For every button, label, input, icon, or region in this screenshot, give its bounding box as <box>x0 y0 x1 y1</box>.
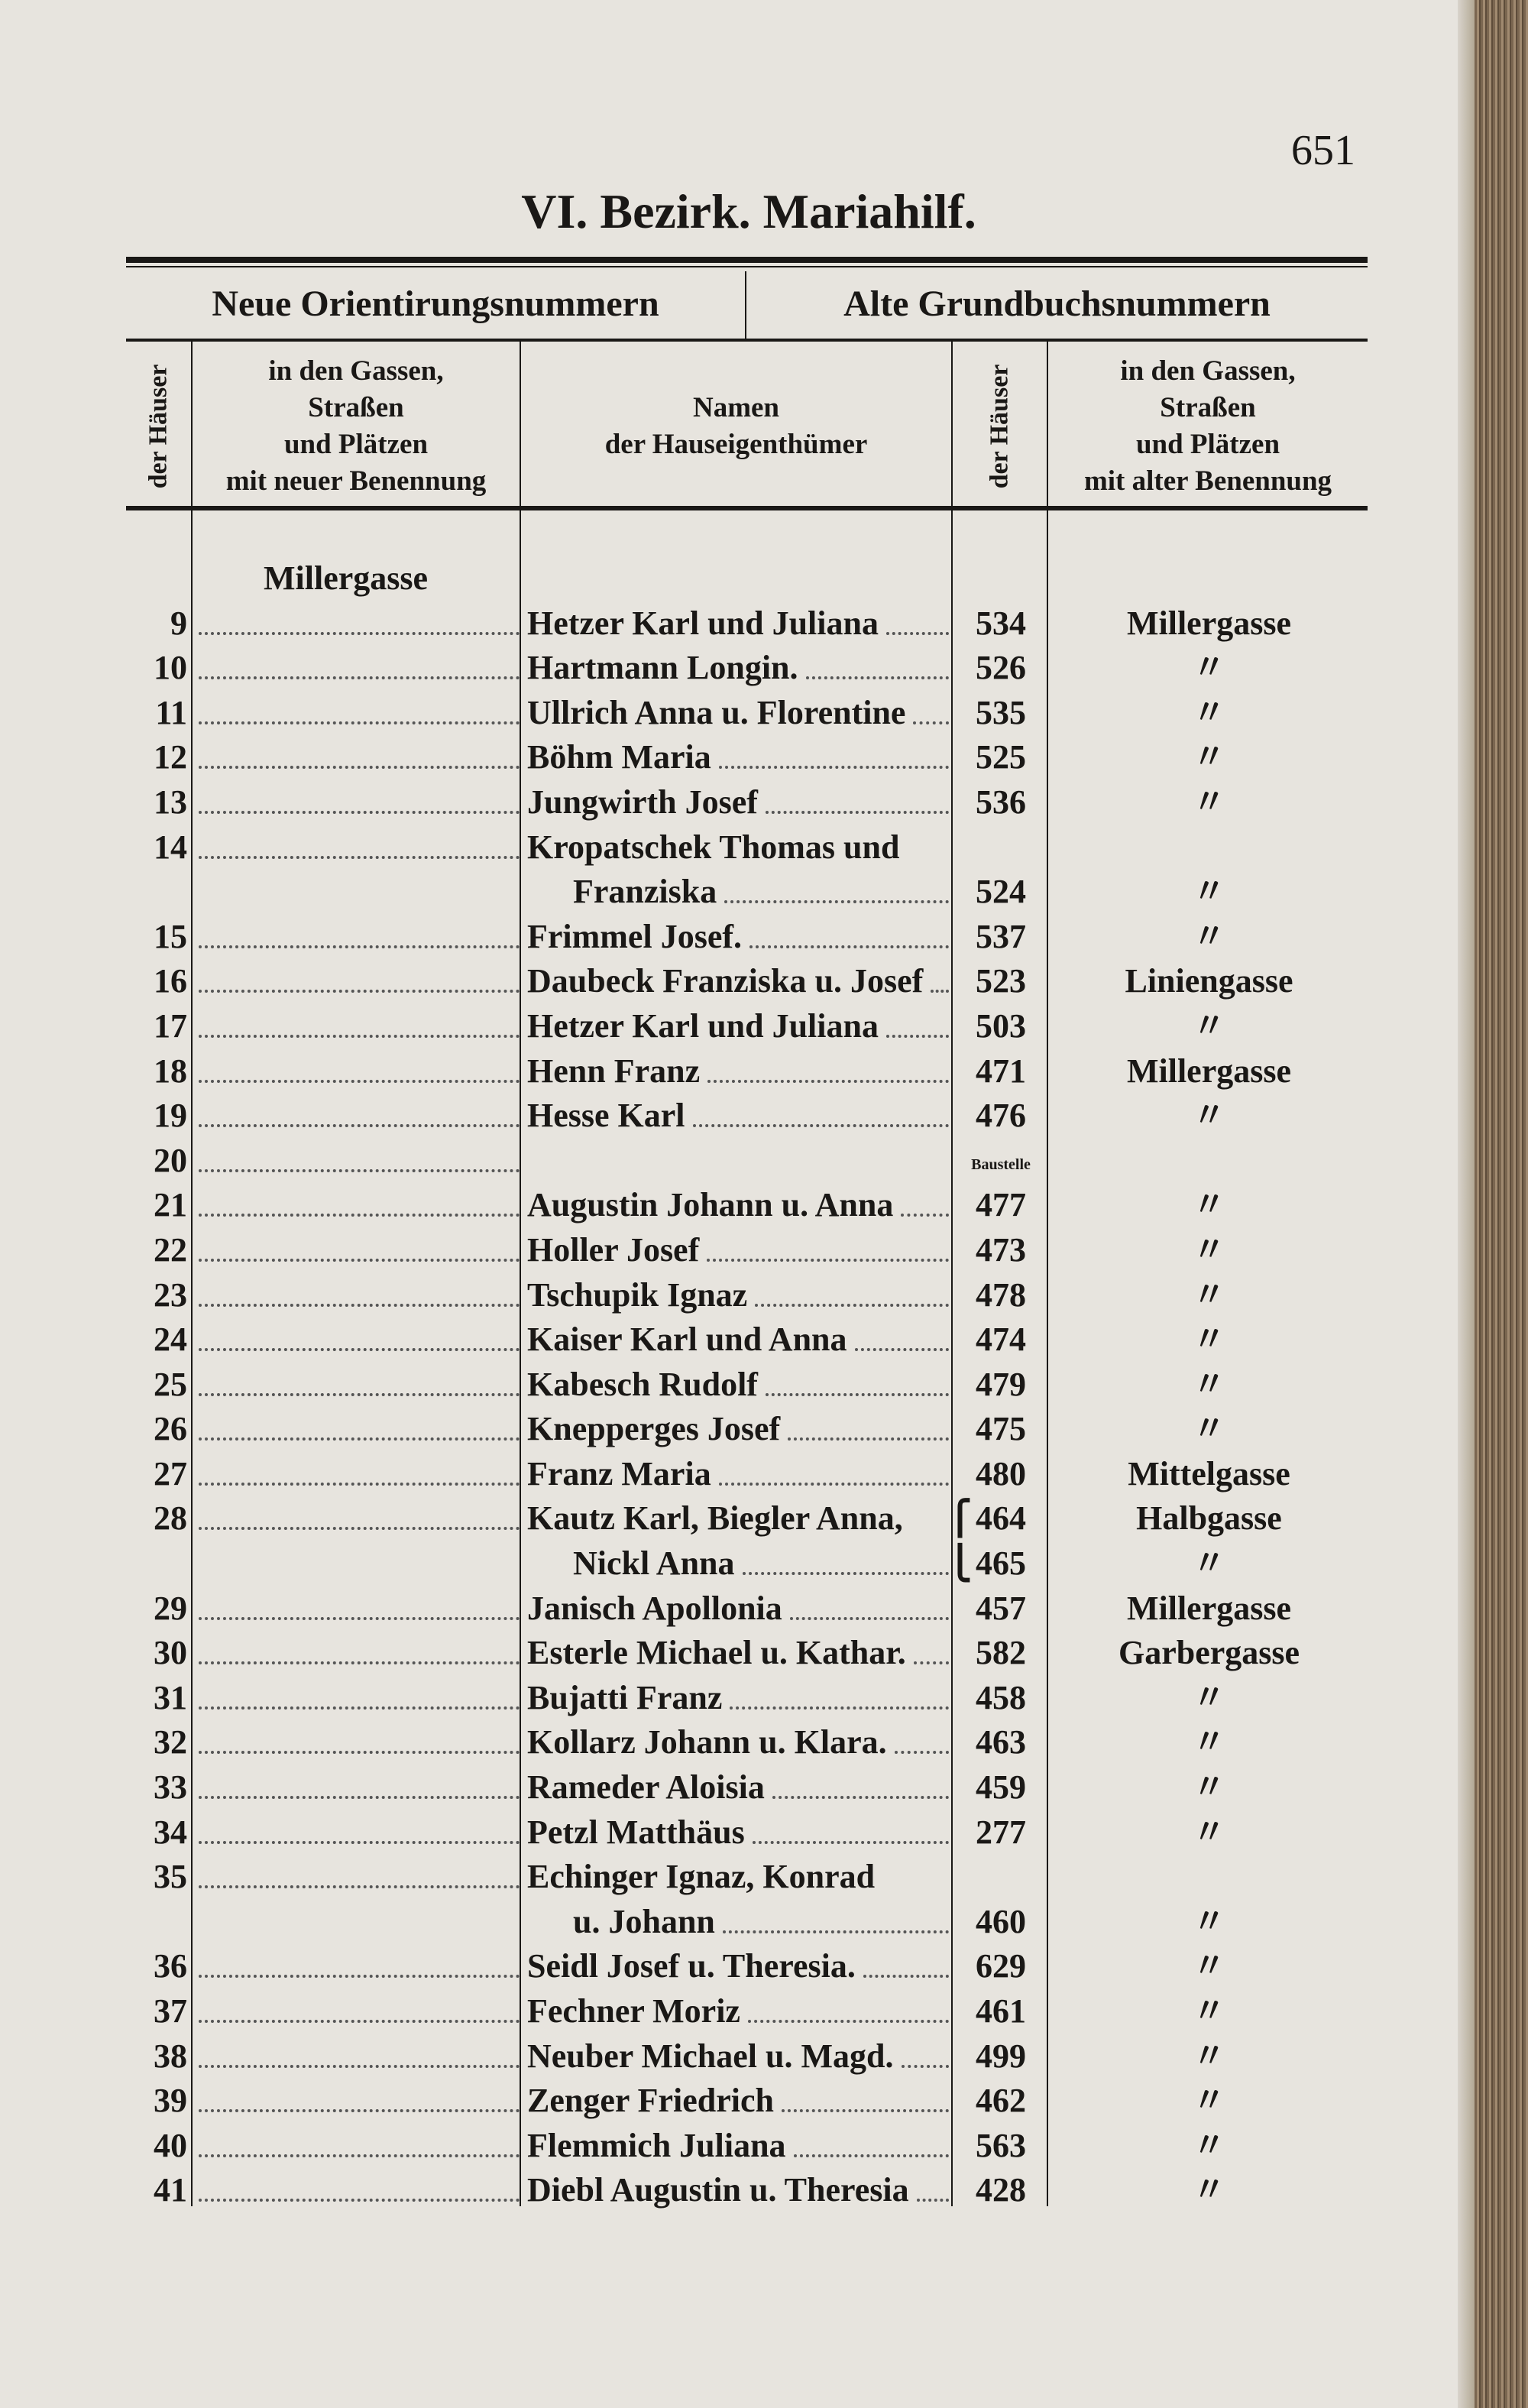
owner-name <box>527 1228 955 1273</box>
dot-leader <box>199 811 520 814</box>
dot-leader <box>199 1617 520 1620</box>
house-number: 36 <box>154 1947 187 1985</box>
old-street: 〃 <box>1192 1813 1226 1851</box>
old-number: 480 <box>976 1454 1026 1492</box>
owner-name <box>527 1183 955 1228</box>
old-street: Garbergasse <box>1118 1634 1300 1672</box>
owner-name <box>527 646 955 691</box>
house-number: 10 <box>154 649 187 687</box>
house-number: 21 <box>154 1186 187 1224</box>
table-row <box>126 1273 1368 1318</box>
table-row <box>126 2124 1368 2169</box>
owner-name <box>527 1004 955 1049</box>
table-row <box>126 915 1368 960</box>
dot-leader <box>917 2199 949 2202</box>
table-row <box>126 1631 1368 1676</box>
dot-leader <box>886 632 949 635</box>
owner-text: Kaiser Karl und Anna <box>527 1321 847 1359</box>
owner-text: Seidl Josef u. Theresia. <box>527 1947 856 1985</box>
old-number: 563 <box>976 2126 1026 2164</box>
dot-leader <box>753 1841 949 1844</box>
owner-text: Frimmel Josef. <box>527 917 742 955</box>
owner-text: Kautz Karl, Biegler Anna, <box>527 1499 903 1538</box>
house-number: 39 <box>154 2082 187 2120</box>
old-number: 499 <box>976 2037 1026 2075</box>
old-street: Halbgasse <box>1136 1499 1282 1538</box>
dot-leader <box>794 2154 949 2157</box>
dot-leader <box>755 1304 949 1307</box>
table-row <box>126 1541 1368 1586</box>
old-number: 535 <box>976 693 1026 731</box>
owner-name <box>527 1631 955 1676</box>
table-row <box>126 825 1368 870</box>
old-number: 524 <box>976 873 1026 911</box>
owner-text: Augustin Johann u. Anna <box>527 1186 894 1224</box>
dot-leader <box>199 766 520 769</box>
dot-leader <box>914 1661 949 1664</box>
dot-leader <box>863 1975 949 1978</box>
owner-name <box>527 2079 955 2124</box>
house-number: 18 <box>154 1052 187 1090</box>
old-number: 475 <box>976 1410 1026 1448</box>
dot-leader <box>199 2199 520 2202</box>
old-street: 〃 <box>1192 873 1226 911</box>
old-street: 〃 <box>1192 1321 1226 1359</box>
old-number: 460 <box>976 1902 1026 1940</box>
dot-leader <box>693 1124 949 1127</box>
table-row <box>126 1183 1368 1228</box>
owner-text: Böhm Maria <box>527 738 711 776</box>
dot-leader <box>199 1169 520 1172</box>
old-street: 〃 <box>1192 1902 1226 1940</box>
section-heading-row <box>126 556 1368 601</box>
owner-text: Rameder Aloisia <box>527 1768 765 1807</box>
dot-leader <box>199 676 520 679</box>
dot-leader <box>902 2065 950 2068</box>
old-street: 〃 <box>1192 1723 1226 1761</box>
dot-leader <box>199 1751 520 1754</box>
old-number: 526 <box>976 649 1026 687</box>
old-street: 〃 <box>1192 2082 1226 2120</box>
owner-text: Hesse Karl <box>527 1097 685 1135</box>
old-number: Baustelle <box>971 1155 1031 1173</box>
owner-text: Neuber Michael u. Magd. <box>527 2037 894 2075</box>
owner-text: Bujatti Franz <box>527 1678 723 1716</box>
subheader-houses-old: der Häuser <box>985 364 1014 488</box>
dot-leader <box>707 1259 949 1262</box>
old-street: 〃 <box>1192 2126 1226 2164</box>
owner-name <box>527 1049 955 1094</box>
house-number: 22 <box>154 1230 187 1269</box>
old-number: 428 <box>976 2171 1026 2209</box>
old-street: 〃 <box>1192 1365 1226 1403</box>
old-street: 〃 <box>1192 2171 1226 2209</box>
table-row <box>126 1989 1368 2034</box>
dot-leader <box>748 2020 949 2023</box>
old-street: 〃 <box>1192 1097 1226 1135</box>
dot-leader <box>743 1572 949 1575</box>
owner-text: Kabesch Rudolf <box>527 1365 758 1403</box>
house-number: 27 <box>154 1454 187 1492</box>
table-row <box>126 1900 1368 1945</box>
table-row <box>126 1228 1368 1273</box>
dot-leader <box>199 990 520 993</box>
house-number: 25 <box>154 1365 187 1403</box>
house-register-table <box>126 556 1368 2213</box>
old-street: 〃 <box>1192 1678 1226 1716</box>
owner-name <box>527 959 955 1004</box>
owner-name <box>527 780 955 825</box>
old-number: 477 <box>976 1186 1026 1224</box>
owner-text: Janisch Apollonia <box>527 1589 782 1627</box>
old-number: 476 <box>976 1097 1026 1135</box>
old-street: 〃 <box>1192 1768 1226 1807</box>
house-number: 15 <box>154 917 187 955</box>
table-row <box>126 1004 1368 1049</box>
old-street: Millergasse <box>1126 1052 1292 1090</box>
house-number: 23 <box>154 1275 187 1314</box>
old-number: 503 <box>976 1006 1026 1045</box>
dot-leader <box>199 1304 520 1307</box>
dot-leader <box>199 1035 520 1038</box>
dot-leader <box>707 1080 949 1083</box>
owner-text: u. Johann <box>573 1902 715 1940</box>
owner-name <box>527 1496 973 1541</box>
table-row <box>126 1496 1368 1541</box>
dot-leader <box>886 1035 949 1038</box>
table-row <box>126 1676 1368 1721</box>
owner-name <box>527 1452 955 1497</box>
owner-name <box>527 1541 973 1586</box>
old-street: Millergasse <box>1126 1589 1292 1627</box>
dot-leader <box>199 1214 520 1217</box>
owner-text: Franziska <box>573 873 717 911</box>
owner-text: Knepperges Josef <box>527 1410 781 1448</box>
table-row <box>126 2079 1368 2124</box>
dot-leader <box>199 721 520 724</box>
owner-text: Kollarz Johann u. Klara. <box>527 1723 887 1761</box>
table-row <box>126 2168 1368 2213</box>
page-title: VI. Bezirk. Mariahilf. <box>521 184 976 238</box>
subheader-streets-old: in den Gassen, Straßen und Plätzen mit alter Benennung <box>1083 355 1332 497</box>
dot-leader <box>199 1080 520 1083</box>
old-number: 537 <box>976 917 1026 955</box>
owner-name <box>527 825 955 870</box>
house-number: 17 <box>154 1006 187 1045</box>
old-street: 〃 <box>1192 649 1226 687</box>
table-row <box>126 870 1368 915</box>
old-street: 〃 <box>1192 917 1226 955</box>
old-street: 〃 <box>1192 783 1226 821</box>
table-row <box>126 735 1368 780</box>
old-number: 277 <box>976 1813 1026 1851</box>
owner-text: Hetzer Karl und Juliana <box>527 604 879 642</box>
house-number: 19 <box>154 1097 187 1135</box>
dot-leader <box>913 721 949 724</box>
owner-name <box>527 1407 955 1452</box>
owner-name <box>527 1273 955 1318</box>
owner-text: Kropatschek Thomas und <box>527 828 900 866</box>
house-number: 32 <box>154 1723 187 1761</box>
table-row <box>126 1944 1368 1989</box>
table-row <box>126 1317 1368 1363</box>
dot-leader <box>855 1348 949 1351</box>
table-row <box>126 1586 1368 1632</box>
dot-leader <box>723 1930 949 1933</box>
owner-text: Jungwirth Josef <box>527 783 758 821</box>
owner-text: Esterle Michael u. Kathar. <box>527 1634 906 1672</box>
owner-text: Holler Josef <box>527 1230 700 1269</box>
old-number: 582 <box>976 1634 1026 1672</box>
house-number: 12 <box>154 738 187 776</box>
house-number: 24 <box>154 1321 187 1359</box>
old-street: 〃 <box>1192 1992 1226 2030</box>
dot-leader <box>199 2154 520 2157</box>
table-row <box>126 2034 1368 2079</box>
owner-text: Fechner Moriz <box>527 1992 740 2030</box>
top-thick-rule <box>126 257 1368 263</box>
dot-leader <box>730 1706 949 1710</box>
owner-name <box>527 1810 955 1855</box>
dot-leader <box>199 1437 520 1441</box>
old-number: 536 <box>976 783 1026 821</box>
dot-leader <box>772 1796 949 1799</box>
table-row <box>126 691 1368 736</box>
book-page-stack-edge <box>1475 0 1528 2408</box>
house-number: 14 <box>154 828 187 866</box>
house-number: 13 <box>154 783 187 821</box>
table-row <box>126 1765 1368 1810</box>
owner-text: Diebl Augustin u. Theresia <box>527 2171 909 2209</box>
dot-leader <box>766 1393 949 1396</box>
old-number: 525 <box>976 738 1026 776</box>
table-row <box>126 959 1368 1004</box>
old-street: 〃 <box>1192 738 1226 776</box>
dot-leader <box>199 1975 520 1978</box>
section-heading: Millergasse <box>264 559 429 597</box>
dot-leader <box>901 1214 949 1217</box>
owner-text: Franz Maria <box>527 1454 711 1492</box>
dot-leader <box>724 900 949 903</box>
page-gutter-shadow <box>1458 0 1475 2408</box>
house-number: 37 <box>154 1992 187 2030</box>
owner-text: Henn Franz <box>527 1052 701 1090</box>
old-street: 〃 <box>1192 1947 1226 1985</box>
house-number: 34 <box>154 1813 187 1851</box>
table-row <box>126 601 1368 647</box>
owner-name <box>527 1989 955 2034</box>
house-number: 16 <box>154 962 187 1000</box>
old-number: 473 <box>976 1230 1026 1269</box>
old-street: 〃 <box>1192 1230 1226 1269</box>
owner-name <box>527 1586 955 1632</box>
house-number: 11 <box>155 693 187 731</box>
table-row <box>126 1855 1368 1900</box>
dot-leader <box>199 1259 520 1262</box>
subheader-houses-new: der Häuser <box>144 364 173 488</box>
old-number: 464 <box>976 1499 1026 1538</box>
owner-text: Petzl Matthäus <box>527 1813 745 1851</box>
dot-leader <box>199 632 520 635</box>
old-number: 457 <box>976 1589 1026 1627</box>
house-number: 28 <box>154 1499 187 1538</box>
house-number: 35 <box>154 1858 187 1896</box>
old-street: 〃 <box>1192 2037 1226 2075</box>
owner-name <box>527 1944 955 1989</box>
dot-leader <box>199 1393 520 1396</box>
old-street: 〃 <box>1192 1275 1226 1314</box>
owner-name <box>527 2168 955 2213</box>
dot-leader <box>199 1661 520 1664</box>
old-street: 〃 <box>1192 1544 1226 1583</box>
owner-name <box>527 1363 955 1408</box>
house-number: 30 <box>154 1634 187 1672</box>
owner-name <box>527 1855 955 1900</box>
dot-leader <box>931 990 949 993</box>
house-number: 38 <box>154 2037 187 2075</box>
table-row <box>126 1407 1368 1452</box>
owner-text: Hartmann Longin. <box>527 649 798 687</box>
old-street: 〃 <box>1192 693 1226 731</box>
dot-leader <box>199 2020 520 2023</box>
dot-leader <box>199 2109 520 2112</box>
old-number: 463 <box>976 1723 1026 1761</box>
dot-leader <box>806 676 949 679</box>
owner-text: Ullrich Anna u. Florentine <box>527 693 906 731</box>
old-number: 523 <box>976 962 1026 1000</box>
subheader-streets-new: in den Gassen, Straßen und Plätzen mit neuer Benennung <box>225 355 487 497</box>
dot-leader <box>719 766 949 769</box>
old-street: Mittelgasse <box>1128 1454 1290 1492</box>
table-row <box>126 1049 1368 1094</box>
dot-leader <box>199 1527 520 1530</box>
brace-mark: ⎧ <box>947 1499 973 1538</box>
owner-text: Daubeck Franziska u. Josef <box>527 962 924 1000</box>
owner-text: Hetzer Karl und Juliana <box>527 1006 879 1045</box>
dot-leader <box>788 1437 949 1441</box>
dot-leader <box>199 1796 520 1799</box>
old-number: 474 <box>976 1321 1026 1359</box>
owner-name <box>527 735 955 780</box>
dot-leader <box>719 1483 949 1486</box>
table-row <box>126 1810 1368 1855</box>
table-row <box>126 1363 1368 1408</box>
table-row <box>126 1720 1368 1765</box>
old-number: 629 <box>976 1947 1026 1985</box>
house-number: 41 <box>154 2171 187 2209</box>
owner-name <box>527 691 955 736</box>
table-row <box>126 1094 1368 1139</box>
dot-leader <box>199 1124 520 1127</box>
old-number: 534 <box>976 604 1026 642</box>
old-number: 462 <box>976 2082 1026 2120</box>
house-number: 40 <box>154 2126 187 2164</box>
owner-text: Echinger Ignaz, Konrad <box>527 1858 876 1896</box>
dot-leader <box>895 1751 949 1754</box>
owner-name <box>527 915 955 960</box>
dot-leader <box>199 1706 520 1710</box>
owner-name <box>527 1720 955 1765</box>
owner-name <box>527 1676 955 1721</box>
owner-text: Zenger Friedrich <box>527 2082 774 2120</box>
owner-name <box>527 870 955 915</box>
table-row <box>126 1452 1368 1497</box>
table-row <box>126 1139 1368 1184</box>
old-number: 459 <box>976 1768 1026 1807</box>
house-number: 29 <box>154 1589 187 1627</box>
dot-leader <box>199 2065 520 2068</box>
old-number: 471 <box>976 1052 1026 1090</box>
old-street: Liniengasse <box>1125 962 1293 1000</box>
dot-leader <box>199 1483 520 1486</box>
dot-leader <box>749 945 949 948</box>
old-number: 458 <box>976 1678 1026 1716</box>
header-old-numbers: Alte Grundbuchsnummern <box>843 284 1271 324</box>
owner-name <box>527 1317 955 1363</box>
dot-leader <box>199 1841 520 1844</box>
dot-leader <box>199 945 520 948</box>
page-number: 651 <box>1291 127 1355 174</box>
owner-name <box>527 1094 955 1139</box>
owner-name <box>527 2034 955 2079</box>
house-number: 33 <box>154 1768 187 1807</box>
old-street: 〃 <box>1192 1186 1226 1224</box>
house-number: 20 <box>154 1141 187 1179</box>
owner-name <box>527 601 955 647</box>
old-number: 461 <box>976 1992 1026 2030</box>
owner-text: Tschupik Ignaz <box>527 1275 748 1314</box>
old-number: 465 <box>976 1544 1026 1583</box>
dot-leader <box>199 1348 520 1351</box>
owner-name <box>527 2124 955 2169</box>
dot-leader <box>766 811 949 814</box>
subheader-owners: Namen der Hauseigenthümer <box>604 391 868 460</box>
brace-mark: ⎩ <box>947 1544 973 1583</box>
dot-leader <box>199 856 520 859</box>
old-number: 478 <box>976 1275 1026 1314</box>
old-street: 〃 <box>1192 1410 1226 1448</box>
owner-name <box>527 1900 955 1945</box>
house-number: 9 <box>170 604 187 642</box>
old-street: 〃 <box>1192 1006 1226 1045</box>
dot-leader <box>782 2109 949 2112</box>
house-number: 31 <box>154 1678 187 1716</box>
header-new-numbers: Neue Orientirungsnummern <box>212 284 659 324</box>
table-row <box>126 646 1368 691</box>
dot-leader <box>790 1617 949 1620</box>
house-number: 26 <box>154 1410 187 1448</box>
owner-text: Flemmich Juliana <box>527 2126 786 2164</box>
table-row <box>126 780 1368 825</box>
owner-text: Nickl Anna <box>573 1544 735 1583</box>
old-number: 479 <box>976 1365 1026 1403</box>
old-street: Millergasse <box>1126 604 1292 642</box>
owner-name <box>527 1765 955 1810</box>
dot-leader <box>199 1885 520 1888</box>
